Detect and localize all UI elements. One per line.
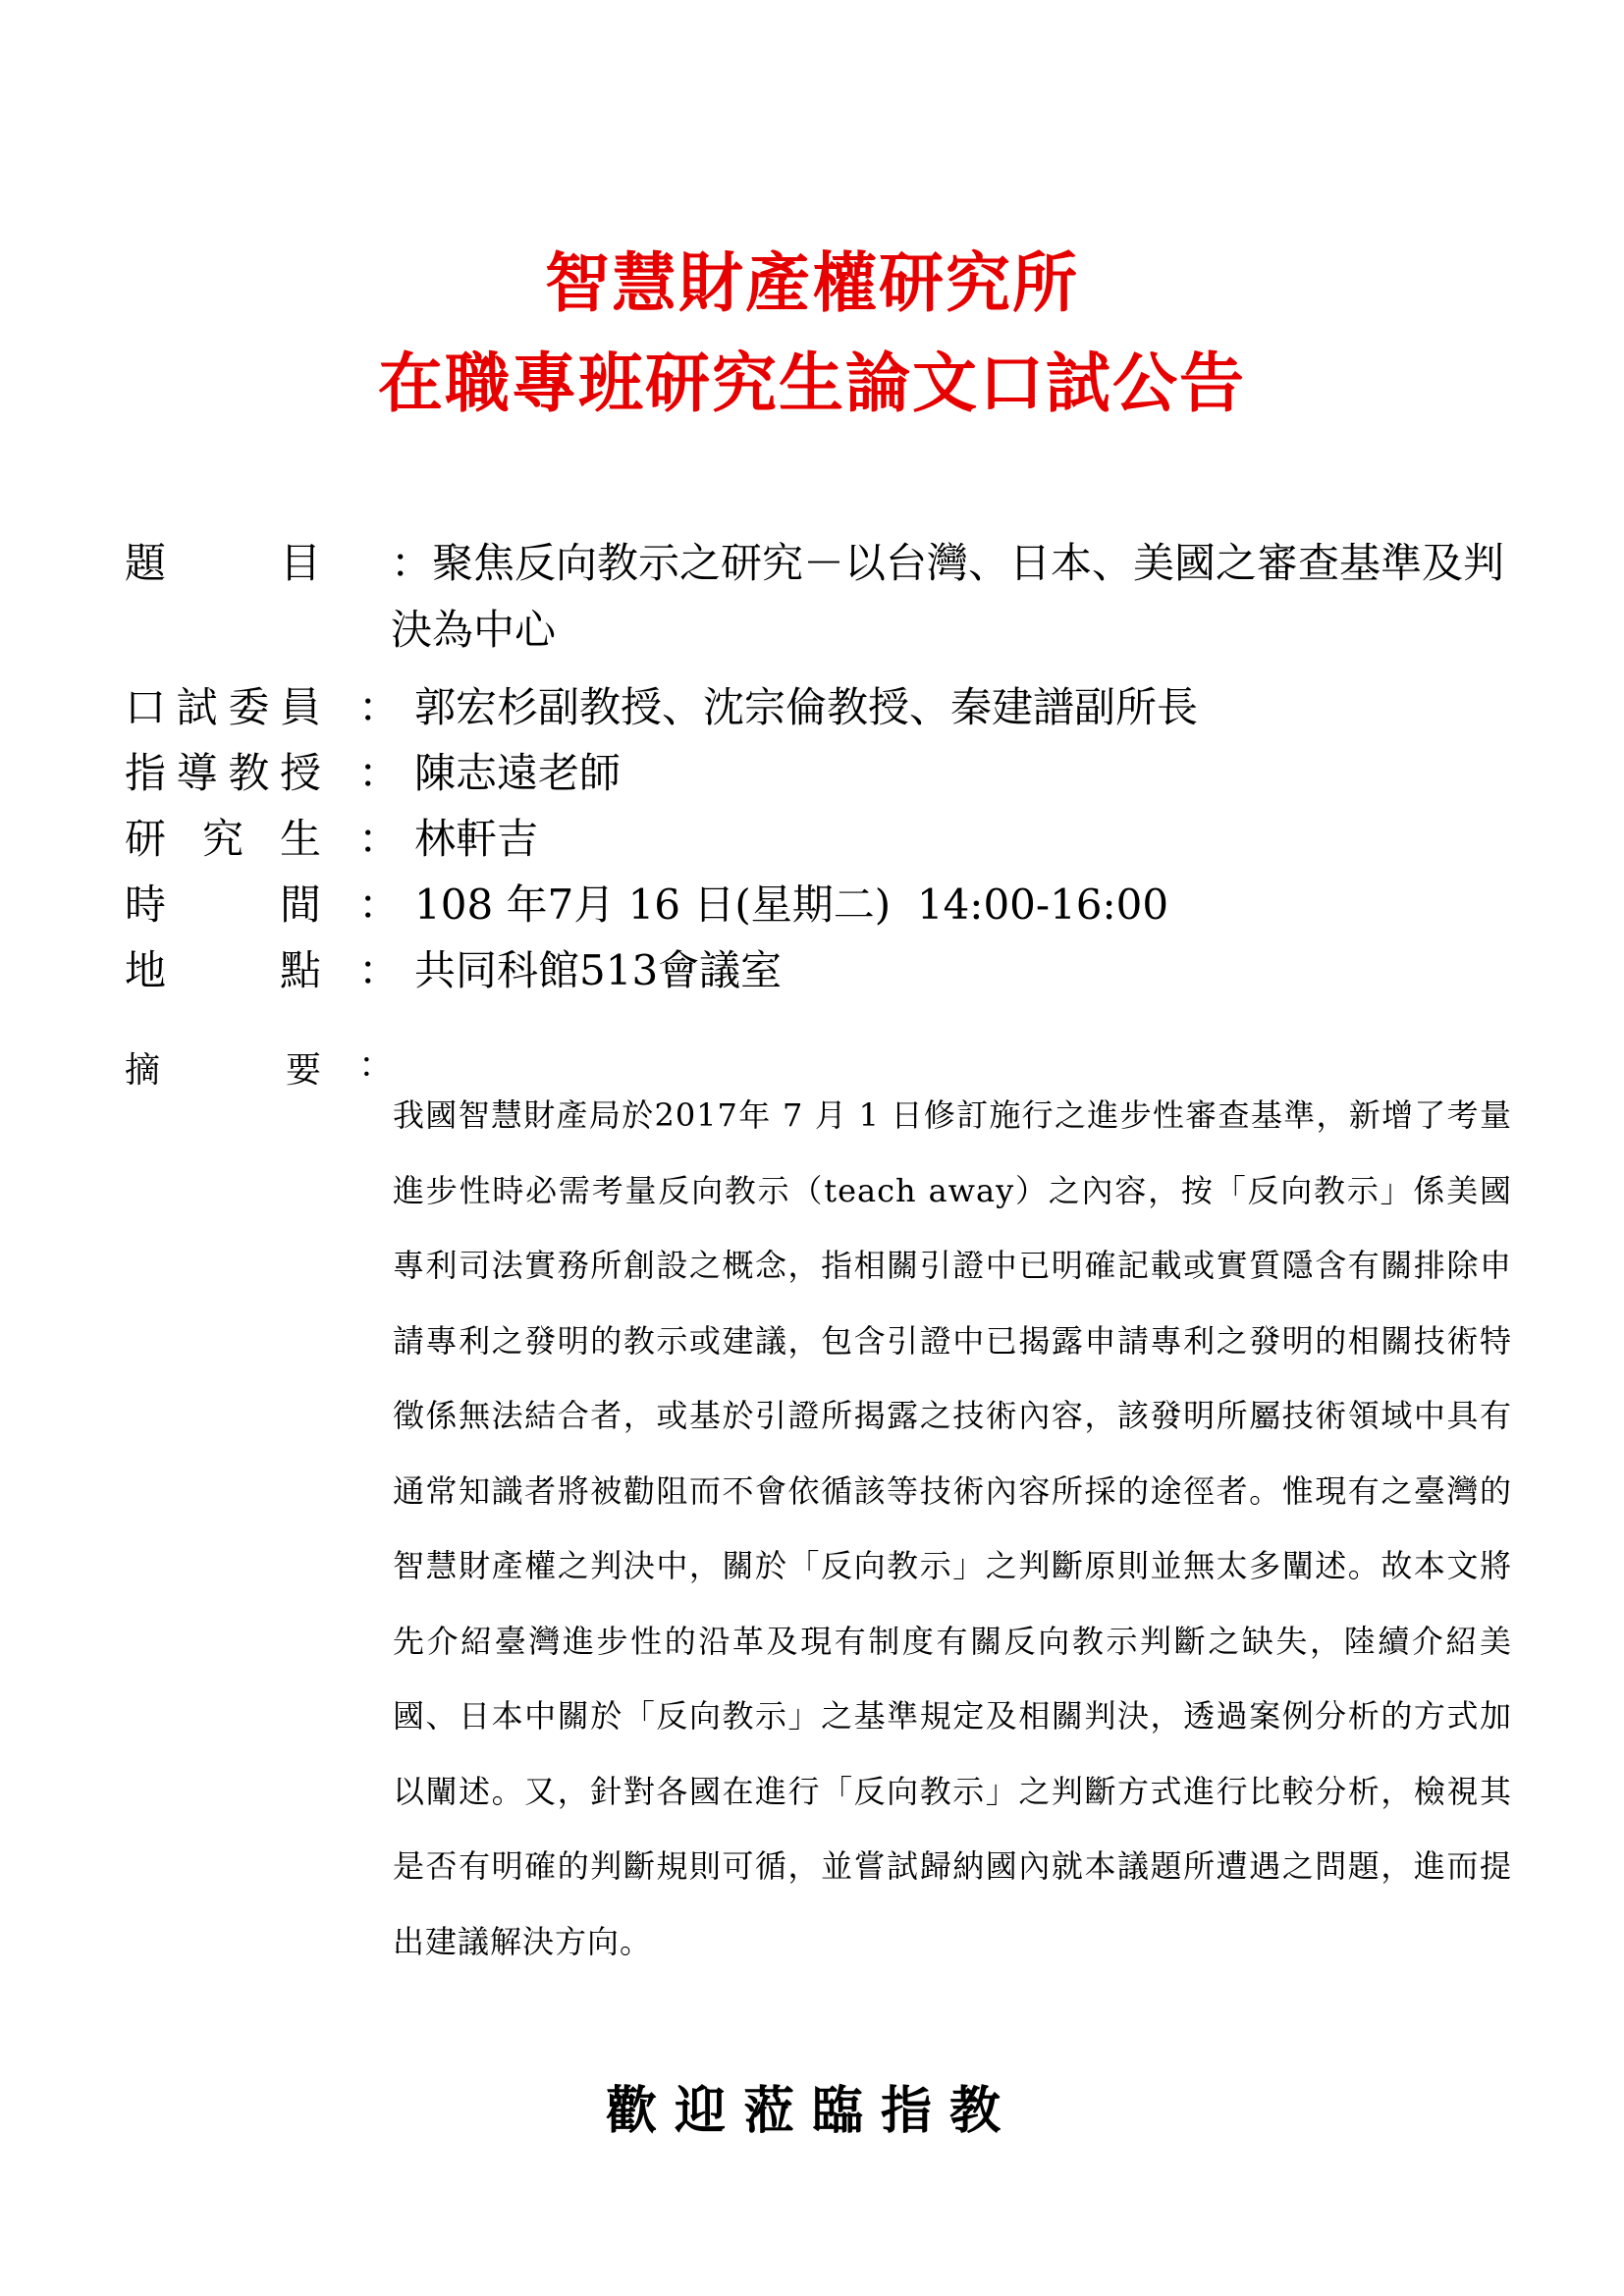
advisor-value: 陳志遠老師: [414, 749, 622, 797]
topic-colon: ：: [391, 539, 433, 587]
abstract-body: 我國智慧財產局於2017年 7 月 1 日修訂施行之進步性審查基準，新增了考量進步性時必需考量反向教示（teach away）之內容，按「反向教示」係美國專利司法實務所創設之概念，指相關引證中已明確記載或實質隱含有關排除申請專利之發明的教示或建議，包含引證中已揭露申請專利之發明的相關技術特徵係無法結合者，或基於引證所揭露之技術內容，該發明所屬技術領域中具有通常知識者將被勸阻而不會依循該等技術內容所採的途徑者。惟現有之臺灣的智慧財產權之判決中，關於「反向教示」之判斷原則並無太多闡述。故本文將先介紹臺灣進步性的沿革及現有制度有關反向教示判斷之缺失，陸續介紹美國、日本中關於「反向教示」之基準規定及相關判決，透過案例分析的方式加以闡述。又，針對各國在進行「反向教示」之判斷方式進行比較分析，檢視其是否有明確的判斷規則可循，並嘗試歸納國內就本議題所遭遇之問題，進而提出建議解決方向。: [393, 1096, 1512, 1960]
student-colon: ：: [358, 815, 401, 863]
abstract-label: 摘 要: [125, 1050, 321, 1091]
student-label: 研 究 生: [125, 815, 321, 863]
advisor-label: 指 導 教 授: [125, 749, 321, 797]
time-value: 108 年7月 16 日(星期二) 14:00-16:00: [414, 881, 1169, 929]
committee-value: 郭宏杉副教授、沈宗倫教授、秦建譜副所長: [414, 683, 1199, 731]
student-value: 林軒吉: [414, 815, 539, 863]
topic-value: ：聚焦反向教示之研究－以台灣、日本、美國之審查基準及判決為中心: [391, 539, 1505, 654]
institute-title: 智慧財產權研究所: [545, 244, 1079, 321]
time-colon: ：: [358, 881, 401, 929]
abstract-colon: ：: [358, 1045, 395, 1086]
location-colon: ：: [358, 946, 401, 994]
closing-message: 歡迎蒞臨指教: [605, 2081, 1018, 2141]
committee-label: 口 試 委 員: [125, 683, 321, 731]
announcement-title: 在職專班研究生論文口試公告: [378, 345, 1246, 421]
location-value: 共同科館513會議室: [414, 946, 783, 994]
topic-label: 題 目: [125, 539, 321, 587]
time-label: 時 間: [125, 881, 321, 929]
advisor-colon: ：: [358, 749, 401, 797]
location-label: 地 點: [125, 946, 321, 994]
committee-colon: ：: [358, 683, 401, 731]
